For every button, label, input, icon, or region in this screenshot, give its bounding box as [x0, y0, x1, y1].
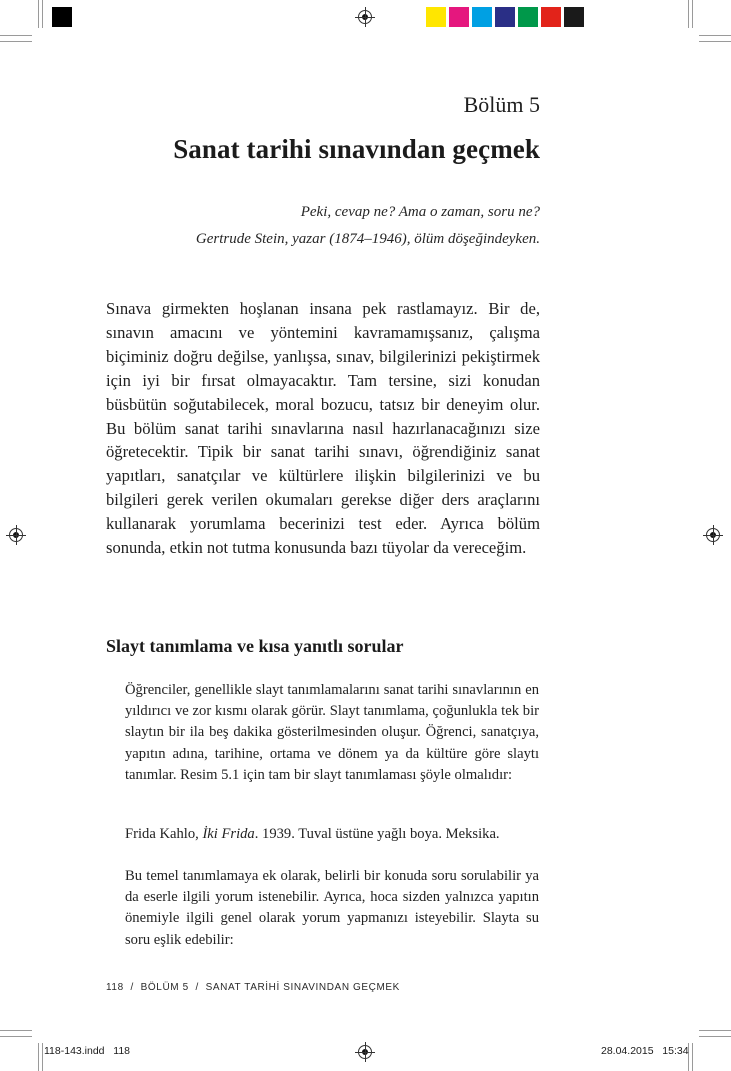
color-swatch: [564, 7, 584, 27]
chapter-title: Sanat tarihi sınavından geçmek: [173, 134, 540, 164]
registration-mark-icon: [9, 528, 23, 542]
example-title: İki Frida: [202, 826, 255, 842]
crop-mark: [699, 41, 731, 42]
crop-mark: [38, 1043, 39, 1071]
crop-mark: [699, 35, 731, 36]
crop-mark: [692, 0, 693, 28]
crop-mark: [38, 0, 39, 28]
slug-file-info: 118-143.indd 118: [44, 1045, 131, 1057]
intro-paragraph: Sınava girmekten hoşlanan insana pek rastlamayız. Bir de, sınavın amacını ve yöntemini kavramamışsanız, çalışma biçiminiz doğru değilse, yanlışsa, sınav, bilgilerinizi pekiştirmek için iyi bir fırsat olmayacaktır. Tam tersine, sizi konudan büsbütün soğutabilecek, moral bozucu, tatsız bir deneyim olur. Bu bölüm sanat tarihi sınavlarına nasıl hazırlanacağınızı size öğretecektir. Tipik bir sanat tarihi sınavı, öğrendiğiniz sanat yapıtları, sanatçılar ve kültürlere ilişkin bilgilerinizi ve bu bilgileri gerek verilen okumaları gerekse diğer ders araçlarını kullanarak yorumlama becerinizi test eder. Ayrıca bölüm sonunda, etkin not tutma konusunda bazı tüyolar da vereceğim.: [106, 299, 540, 558]
crop-mark: [0, 1036, 32, 1037]
slug-timestamp: 28.04.2015 15:34: [601, 1045, 689, 1057]
crop-mark: [699, 1030, 731, 1031]
section-heading: Slayt tanımlama ve kısa yanıtlı sorular: [106, 636, 404, 656]
section-paragraph: Bu temel tanımlamaya ek olarak, belirli bir konuda soru sorulabilir ya da eserle ilgili yorum istenebilir. Ayrıca, hoca sizden yalnızca yapıtın önemiyle ilgili genel olarak yorum yapmanızı isteyebilir. Slayta su soru eşlik edebilir:: [125, 868, 539, 948]
crop-mark: [42, 1043, 43, 1071]
example-details: . 1939. Tuval üstüne yağlı boya. Meksika.: [254, 826, 500, 842]
color-swatch: [472, 7, 492, 27]
crop-mark: [0, 1030, 32, 1031]
crop-mark: [692, 1043, 693, 1071]
color-swatch: [518, 7, 538, 27]
registration-black-square: [52, 7, 72, 27]
color-swatch: [495, 7, 515, 27]
registration-mark-icon: [706, 528, 720, 542]
crop-mark: [699, 1036, 731, 1037]
color-swatch: [449, 7, 469, 27]
registration-mark-icon: [358, 1045, 372, 1059]
registration-mark-icon: [358, 10, 372, 24]
crop-mark: [42, 0, 43, 28]
crop-mark: [0, 41, 32, 42]
running-footer: 118 / BÖLÜM 5 / SANAT TARİHİ SINAVINDAN GEÇMEK: [106, 982, 400, 993]
crop-mark: [688, 0, 689, 28]
section-paragraph: Öğrenciler, genellikle slayt tanımlamalarını sanat tarihi sınavlarının en yıldırıcı ve zor kısmı olarak görür. Slayt tanımlama, çoğunlukla tek bir slaytın bir ila beş dakika gösterilmesinden oluşur. Öğrenci, sanatçıya, yapıtın adına, tarihine, ortama ve dönem ya da kültüre göre slaytı tanımlar. Resim 5.1 için tam bir slayt tanımlaması şöyle olmalıdır:: [125, 682, 539, 783]
example-artist: Frida Kahlo,: [125, 826, 199, 842]
slide-identification-example: [125, 824, 539, 845]
color-swatch: [426, 7, 446, 27]
epigraph-attribution: Gertrude Stein, yazar (1874–1946), ölüm döşeğindeyken.: [195, 231, 540, 247]
epigraph-quote: Peki, cevap ne? Ama o zaman, soru ne?: [300, 204, 540, 220]
color-swatch: [541, 7, 561, 27]
chapter-label: Bölüm 5: [463, 92, 540, 117]
crop-mark: [0, 35, 32, 36]
